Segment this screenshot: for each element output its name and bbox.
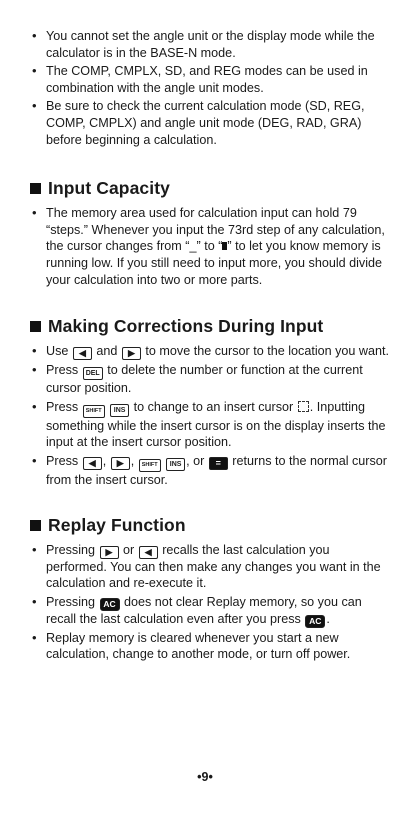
text: and xyxy=(96,344,118,359)
text: returns to the normal cursor from the insert cursor. xyxy=(46,453,387,487)
equals-key-icon: = xyxy=(209,457,228,470)
text: recalls the last calculation you performed. You can then make any changes you want in the calculation and re-execute it. xyxy=(46,542,381,591)
replay-list xyxy=(30,542,392,663)
right-arrow-key-icon: ▶ xyxy=(122,347,141,360)
input-capacity-list xyxy=(30,205,392,288)
capacity-text-c: ” to let you know memory is running low. If you still need to input more, you should divide your calculation into two or more parts. xyxy=(46,239,383,287)
intro-bullet-3: • Be sure to check the current calculation mode (SD, REG, COMP, CMPLX) and angle unit mode (DEG, RAD, GRA) before beginning a calculation. xyxy=(30,98,392,148)
intro-bullet-1: • You cannot set the angle unit or the display mode while the calculator is in the BASE-N mode. xyxy=(30,28,392,61)
heading-square-icon xyxy=(30,520,41,531)
replay-bullet-1 xyxy=(30,542,392,592)
ac-key-icon: AC xyxy=(305,615,325,628)
right-arrow-key-icon: ▶ xyxy=(111,457,130,470)
corrections-section xyxy=(30,316,392,488)
corrections-bullet-4 xyxy=(30,453,392,489)
replay-title: Replay Function xyxy=(48,514,186,535)
right-arrow-key-icon: ▶ xyxy=(100,546,119,559)
underscore-cursor: _ xyxy=(189,239,197,254)
replay-heading xyxy=(30,515,392,536)
intro-list xyxy=(30,28,392,148)
text: to move the cursor to the location you want. xyxy=(145,344,390,359)
input-capacity-title: Input Capacity xyxy=(48,178,170,199)
text: , xyxy=(130,453,135,468)
text: Use xyxy=(46,344,69,359)
corrections-bullet-2 xyxy=(30,362,392,397)
text: Pressing xyxy=(46,594,95,609)
left-arrow-key-icon: ◀ xyxy=(73,347,92,360)
left-arrow-key-icon: ◀ xyxy=(83,457,102,470)
manual-page xyxy=(30,28,392,665)
shift-key-icon: SHIFT xyxy=(83,405,105,418)
text: Pressing xyxy=(46,542,95,557)
ins-key-icon: INS xyxy=(166,458,185,471)
heading-square-icon xyxy=(30,183,41,194)
text: to delete the number or function at the current cursor position. xyxy=(46,363,363,396)
corrections-bullet-3 xyxy=(30,399,392,451)
text: Press xyxy=(46,453,79,468)
ac-key-icon: AC xyxy=(100,598,120,611)
input-capacity-bullet xyxy=(30,205,392,288)
input-capacity-heading xyxy=(30,178,392,199)
text: . xyxy=(326,611,330,626)
text: , or xyxy=(186,453,205,468)
text: Press xyxy=(46,363,79,378)
shift-key-icon: SHIFT xyxy=(139,459,161,472)
capacity-text-a: The memory area used for calculation input can hold 79 “steps.” Whenever you input the 73rd step of any calculation, the cursor changes from “ xyxy=(46,206,385,254)
text: , xyxy=(102,453,107,468)
replay-section xyxy=(30,515,392,663)
replay-bullet-2 xyxy=(30,594,392,628)
input-capacity-section xyxy=(30,178,392,288)
text: . Inputting something while the insert cursor is on the display inserts the input at the insert cursor position. xyxy=(46,399,386,450)
text: Press xyxy=(46,399,79,414)
corrections-list xyxy=(30,343,392,488)
corrections-title: Making Corrections During Input xyxy=(48,316,324,337)
intro-bullet-2: • The COMP, CMPLX, SD, and REG modes can be used in combination with the angle unit modes. xyxy=(30,63,392,96)
text: does not clear Replay memory, so you can recall the last calculation even after you press xyxy=(46,594,362,626)
text: or xyxy=(123,542,135,557)
capacity-text-b: ” to “ xyxy=(196,239,223,254)
page-number: •9• xyxy=(197,770,213,784)
insert-cursor-icon xyxy=(298,401,309,412)
corrections-heading xyxy=(30,316,392,337)
heading-square-icon xyxy=(30,321,41,332)
ins-key-icon: INS xyxy=(110,404,129,417)
corrections-bullet-1 xyxy=(30,343,392,360)
left-arrow-key-icon: ◀ xyxy=(139,546,158,559)
text: to change to an insert cursor xyxy=(133,399,294,414)
del-key-icon: DEL xyxy=(83,367,103,380)
replay-bullet-3: • Replay memory is cleared whenever you start a new calculation, change to another mode, or turn off power. xyxy=(30,630,392,663)
